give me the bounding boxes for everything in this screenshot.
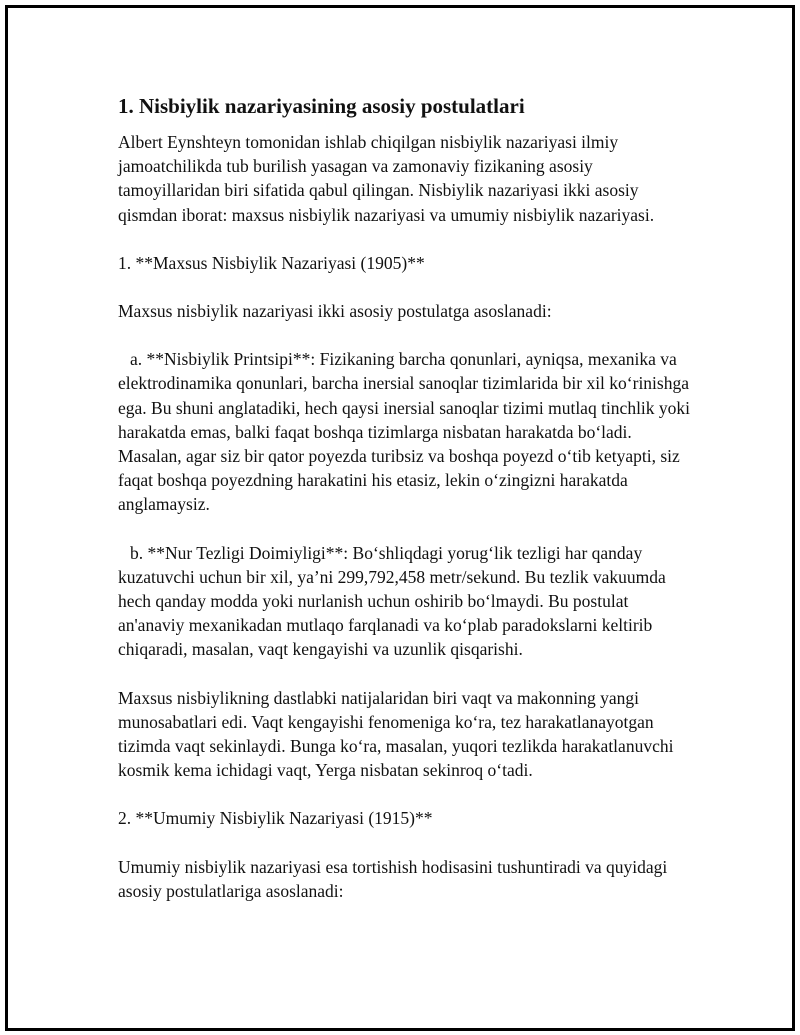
general-relativity-intro-paragraph: Umumiy nisbiylik nazariyasi esa tortishish hodisasini tushuntiradi va quyidagi asosiy postulatlariga asoslanadi:: [118, 856, 668, 901]
postulate-a-paragraph: a. **Nisbiylik Printsipi**: Fizikaning barcha qonunlari, ayniqsa, mexanika va elektrodinamika qonunlari, barcha inersial sanoqlar tizimlarida bir xil koʻrinishga ega. Bu shuni anglatadiki, hech qaysi inersial sanoqlar tizimi mutlaq tinchlik yoki harakatda emas, balki faqat boshqa tizimlarga nisbatan harakatda boʻladi. Masalan, agar siz bir qator poyezda turibsiz va boshqa poyezd oʻtib ketyapti, siz faqat boshqa poyezdning harakatini his etasiz, lekin oʻzingizni harakatda anglamaysiz.: [118, 349, 691, 515]
section-heading-general-relativity: 2. **Umumiy Nisbiylik Nazariyasi (1915)**: [118, 808, 433, 829]
postulate-b-paragraph: b. **Nur Tezligi Doimiyligi**: Boʻshliqdagi yorugʻlik tezligi har qanday kuzatuvchi uchun bir xil, yaʼni 299,792,458 metr/sekund. Bu tezlik vakuumda hech qanday modda yoki nurlanish uchun oshirib boʻlmaydi. Bu postulat an'anaviy mexanikadan mutlaqo farqlanadi va koʻplab paradokslarni keltirib chiqaradi, masalan, vaqt kengayishi va uzunlik qisqarishi.: [118, 542, 666, 660]
section-heading-special-relativity: 1. **Maxsus Nisbiylik Nazariyasi (1905)**: [118, 252, 425, 273]
document-title: 1. Nisbiylik nazariyasining asosiy postulatlari: [118, 94, 525, 118]
time-dilation-paragraph: Maxsus nisbiylikning dastlabki natijalaridan biri vaqt va makonning yangi munosabatlari edi. Vaqt kengayishi fenomeniga koʻra, tez harakatlanayotgan tizimda vaqt sekinlaydi. Bunga koʻra, masalan, yuqori tezlikda harakatlanuvchi kosmik kema ichidagi vaqt, Yerga nisbatan sekinroq oʻtadi.: [118, 687, 674, 781]
document-body: [118, 93, 698, 927]
intro-paragraph: Albert Eynshteyn tomonidan ishlab chiqilgan nisbiylik nazariyasi ilmiy jamoatchilikda tub burilish yasagan va zamonaviy fizikaning asosiy tamoyillaridan biri sifatida qabul qilingan. Nisbiylik nazariyasi ikki asosiy qismdan iborat: maxsus nisbiylik nazariyasi va umumiy nisbiylik nazariyasi.: [118, 132, 655, 225]
postulates-intro-paragraph: Maxsus nisbiylik nazariyasi ikki asosiy postulatga asoslanadi:: [118, 301, 552, 322]
